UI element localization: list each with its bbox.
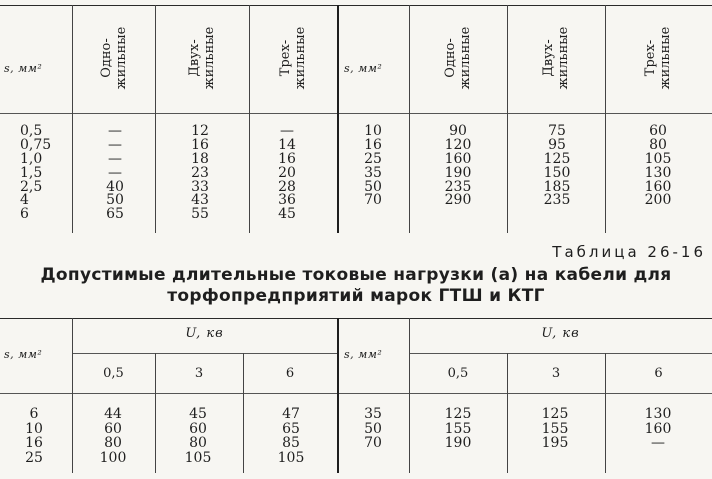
table1-cell: 16: [191, 136, 209, 153]
table1-cell: 20: [278, 164, 296, 181]
table1-col-one-header-right: Одно- жильные: [443, 26, 473, 90]
table2-cell: 85: [282, 435, 300, 451]
table2-cell: 160: [644, 420, 672, 437]
table2-s-header-right: s, мм²: [344, 348, 383, 361]
table1-col-two-header-right: Двух- жильные: [541, 26, 571, 90]
table1-col-three-header-right: Трех- жильные: [643, 26, 673, 90]
table1-cell: 90: [449, 123, 467, 139]
table2-volt-header: 3: [551, 366, 561, 381]
table1-cell: 95: [548, 136, 566, 153]
table1-col-one-header: Одно- жильные: [99, 26, 129, 90]
table1-right-three-column: [638, 125, 678, 208]
table1-cell: 33: [191, 178, 209, 195]
table1-cell: 14: [278, 136, 296, 153]
table-title-line2: торфопредприятий марок ГТШ и КТГ: [167, 286, 545, 306]
table1-divider: [507, 5, 508, 233]
table1-divider: [605, 5, 606, 233]
table2-cell: 65: [282, 420, 300, 437]
table1-cell: 40: [106, 178, 124, 195]
table1-left-s-column: [20, 125, 70, 222]
table2-cell: 155: [541, 420, 569, 437]
table1-s-header: s, мм²: [4, 62, 43, 75]
table2-volt-header: 6: [654, 366, 663, 381]
table2-cell: 6: [29, 406, 39, 422]
table2-left-s-column: [14, 407, 54, 465]
table2-u-header: U, кв: [185, 326, 224, 341]
table1-left-one-column: [95, 125, 135, 222]
table2-cell: 60: [104, 420, 122, 437]
table2-divider: [409, 318, 410, 473]
table1-cell: —: [280, 123, 294, 139]
table1-cell: 105: [644, 150, 672, 167]
table2-cell: 60: [189, 420, 207, 437]
table1-col-two-header: Двух- жильные: [187, 26, 217, 90]
table2-cell: 10: [25, 420, 43, 437]
table2-center-divider: [337, 318, 339, 473]
table2-u-header-right: U, кв: [541, 326, 580, 341]
table2-volt-header: 0,5: [103, 366, 124, 381]
table1-right-two-column: [537, 125, 577, 208]
table1-col-three-header: Трех- жильные: [278, 26, 308, 90]
table1-cell: 235: [444, 178, 472, 195]
table1-divider: [409, 5, 410, 233]
table2-cell: 130: [644, 406, 672, 422]
table1-cell: 45: [278, 206, 296, 223]
table2-left-v3-column: [178, 407, 218, 465]
table2-cell: 105: [277, 449, 305, 466]
table1-cell: 10: [364, 123, 382, 139]
table2-right-v6-column: [638, 407, 678, 451]
table1-cell: 160: [444, 150, 472, 167]
table1-cell: 150: [543, 164, 571, 181]
table1-left-three-column: [267, 125, 307, 222]
table1-cell: 80: [649, 136, 667, 153]
table2-cell: 195: [541, 435, 569, 451]
table2-right-v05-column: [438, 407, 478, 451]
table1-cell: 1,5: [20, 164, 43, 181]
table2-cell: —: [651, 435, 665, 451]
table1-cell: 23: [191, 164, 209, 181]
table1-cell: 4: [20, 192, 29, 209]
table1-cell: 16: [278, 150, 296, 167]
table2-cell: 125: [444, 406, 472, 422]
table1-s-header-right: s, мм²: [344, 62, 383, 75]
table1-cell: —: [108, 164, 122, 181]
table2-cell: 155: [444, 420, 472, 437]
table2-cell: 44: [104, 406, 122, 422]
table1-cell: —: [108, 123, 122, 139]
table2-cell: 35: [364, 406, 382, 422]
table1-cell: 18: [191, 150, 209, 167]
table2-cell: 80: [104, 435, 122, 451]
table1-cell: 0,75: [20, 136, 52, 153]
table1-cell: 6: [20, 206, 29, 223]
table1-cell: —: [108, 136, 122, 153]
table2-volt-header: 0,5: [447, 366, 469, 381]
table1-cell: 60: [649, 123, 667, 139]
table2-cell: 80: [189, 435, 207, 451]
table2-cell: 25: [25, 449, 43, 466]
table1-cell: 65: [106, 206, 124, 223]
table1-cell: 160: [644, 178, 672, 195]
table2-cell: 105: [184, 449, 212, 466]
table2-cell: 45: [189, 406, 207, 422]
table2-divider: [72, 318, 73, 473]
table2-cell: 190: [444, 435, 472, 451]
table1-cell: 1,0: [20, 150, 43, 167]
table1-cell: 125: [543, 150, 571, 167]
table1-cell: 43: [191, 192, 209, 209]
table1-cell: 36: [278, 192, 296, 209]
table2-right-s-column: [353, 407, 393, 451]
table1-cell: 25: [364, 150, 382, 167]
table2-u-rule-right: [409, 353, 712, 354]
table1-center-divider: [337, 5, 339, 233]
table1-cell: 2,5: [20, 178, 43, 195]
table1-cell: 130: [644, 164, 672, 181]
table2-cell: 50: [364, 420, 382, 437]
table1-divider: [72, 5, 73, 233]
table2-left-v6-column: [271, 407, 311, 465]
table1-cell: 70: [364, 192, 382, 209]
table2-cell: 70: [364, 435, 382, 451]
table1-cell: 120: [444, 136, 472, 153]
table1-right-s-column: [353, 125, 393, 208]
table2-right-v3-column: [535, 407, 575, 451]
table2-cell: 100: [99, 449, 127, 466]
table1-cell: 55: [191, 206, 209, 223]
table1-cell: —: [108, 150, 122, 167]
table1-cell: 35: [364, 164, 382, 181]
table-number-label: Таблица 26-16: [552, 243, 706, 261]
table1-cell: 50: [364, 178, 382, 195]
table2-left-v05-column: [93, 407, 133, 465]
table1-cell: 50: [106, 192, 124, 209]
table1-cell: 0,5: [20, 123, 43, 139]
table1-cell: 16: [364, 136, 382, 153]
table-title-line1: Допустимые длительные токовые нагрузки (а) на кабели для: [40, 265, 672, 285]
table1-right-one-column: [438, 125, 478, 208]
table1-cell: 12: [191, 123, 209, 139]
table1-divider: [155, 5, 156, 233]
table1-cell: 235: [543, 192, 571, 209]
table2-cell: 16: [25, 435, 43, 451]
table2-volt-header: 3: [194, 366, 204, 381]
table2-cell: 125: [541, 406, 569, 422]
table1-cell: 290: [444, 192, 472, 209]
table1-cell: 185: [543, 178, 571, 195]
table1-cell: 200: [644, 192, 672, 209]
table1-cell: 28: [278, 178, 296, 195]
table2-volt-header: 6: [285, 366, 295, 381]
table1-divider: [249, 5, 250, 233]
table2-cell: 47: [282, 406, 300, 422]
table1-cell: 190: [444, 164, 472, 181]
table2-top-rule: [0, 318, 712, 319]
table1-left-two-column: [180, 125, 220, 222]
table2-s-header: s, мм²: [4, 348, 43, 361]
table2-u-rule-left: [72, 353, 337, 354]
table1-cell: 75: [548, 123, 566, 139]
